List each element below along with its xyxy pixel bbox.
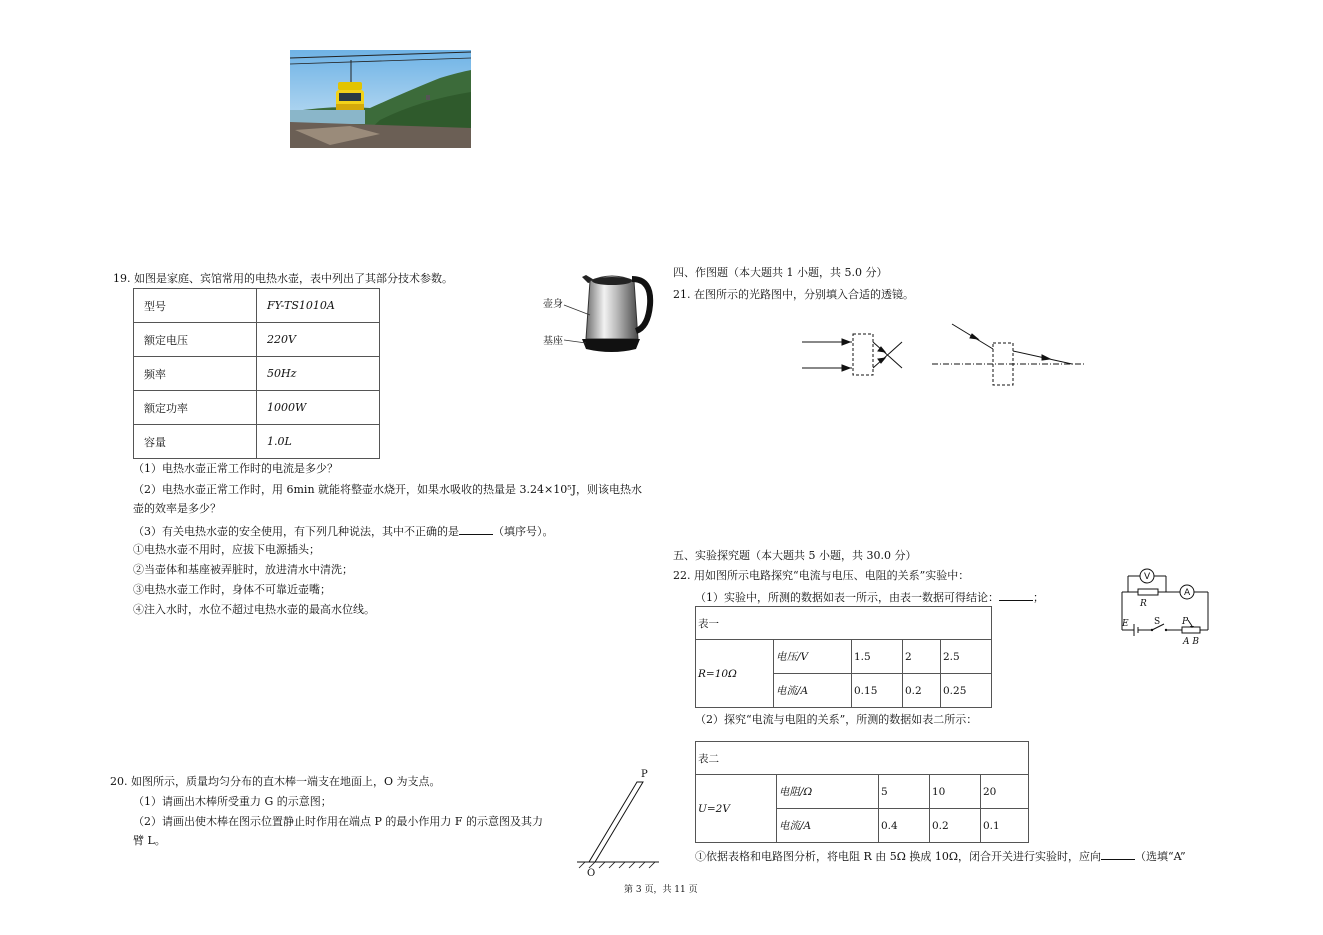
q20-stem <box>110 775 441 789</box>
table-cell: 电流/A <box>774 674 852 708</box>
ammeter-label: A <box>1184 588 1191 598</box>
table-cell: 额定功率 <box>134 391 257 425</box>
pivot-o-label: O <box>587 868 596 878</box>
section4-title: 四、作图题（本大题共 1 小题，共 5.0 分） <box>673 266 888 279</box>
q22-table-one <box>695 606 992 708</box>
table-cell: 电流/A <box>777 809 879 843</box>
q22-sub2-1-tail: （选填“A” <box>1135 850 1186 863</box>
q22-sub1-tail: ； <box>1033 591 1044 604</box>
table-cell: 电压/V <box>774 640 852 674</box>
table-cell: 20 <box>981 775 1029 809</box>
q22-circuit-diagram <box>1114 562 1216 648</box>
table-cell: 1000W <box>257 391 380 425</box>
q19-sub1: （1）电热水壶正常工作时的电流是多少？ <box>133 462 338 475</box>
cable-car-photo <box>290 50 471 148</box>
table-title: 表一 <box>696 607 992 640</box>
table-cell: 50Hz <box>257 357 380 391</box>
kettle-base-label: 基座 <box>543 336 563 347</box>
table-row <box>134 425 380 459</box>
q20-stem-text: 如图所示，质量均匀分布的直木棒一端支在地面上，O 为支点。 <box>131 775 441 788</box>
q22-sub2: （2）探究“电流与电阻的关系”，所测的数据如表二所示： <box>695 713 978 726</box>
table-cell: 1.0L <box>257 425 380 459</box>
q19-option: ④注入水时，水位不超过电热水壶的最高水位线。 <box>133 603 375 616</box>
q19-stem <box>113 272 453 286</box>
electric-kettle-figure <box>540 265 655 357</box>
q22-sub2-1-text: ①依据表格和电路图分析，将电阻 R 由 5Ω 换成 10Ω，闭合开关进行实验时，应向 <box>695 850 1101 863</box>
table-cell: 频率 <box>134 357 257 391</box>
table-condition: U=2V <box>696 775 777 843</box>
table-cell: 0.1 <box>981 809 1029 843</box>
q19-sub3-text: （3）有关电热水壶的安全使用，有下列几种说法，其中不正确的是 <box>133 525 459 538</box>
q19-option: ②当壶体和基座被弄脏时，放进清水中清洗； <box>133 563 353 576</box>
q19-option: ③电热水壶工作时，身体不可靠近壶嘴； <box>133 583 331 596</box>
table-cell: 10 <box>930 775 981 809</box>
lever-stick-figure <box>573 766 663 878</box>
q19-sub3-tail: （填序号）。 <box>493 525 554 538</box>
q22-sub1 <box>695 589 1044 605</box>
table-cell: 额定电压 <box>134 323 257 357</box>
q19-sub3 <box>133 523 554 539</box>
q22-table-two <box>695 741 1029 843</box>
table-row <box>696 775 1029 809</box>
table-cell: 220V <box>257 323 380 357</box>
q19-stem-text: 如图是家庭、宾馆常用的电热水壶，表中列出了其部分技术参数。 <box>134 272 453 285</box>
table-condition: R=10Ω <box>696 640 774 708</box>
table-row <box>134 391 380 425</box>
answer-blank[interactable] <box>999 589 1033 601</box>
rheostat-ends-label: A B <box>1183 637 1199 647</box>
table-cell: 1.5 <box>852 640 903 674</box>
section5-title: 五、实验探究题（本大题共 5 小题，共 30.0 分） <box>673 549 917 562</box>
kettle-body-label: 壶身 <box>543 299 563 310</box>
table-row <box>134 357 380 391</box>
table-cell: FY-TS1010A <box>257 289 380 323</box>
q19-option: ①电热水壶不用时，应拔下电源插头； <box>133 543 320 556</box>
q20-sub2-continued: 臂 L。 <box>133 834 166 847</box>
resistor-label: R <box>1140 599 1147 609</box>
table-row <box>134 323 380 357</box>
answer-blank[interactable] <box>1101 848 1135 860</box>
table-cell: 0.2 <box>903 674 941 708</box>
table-title: 表二 <box>696 742 1029 775</box>
q19-sub2-continued: 壶的效率是多少？ <box>133 502 221 515</box>
slider-label: P <box>1182 617 1189 627</box>
q22-sub2-1 <box>695 848 1186 864</box>
table-cell: 0.2 <box>930 809 981 843</box>
q20-sub1: （1）请画出木棒所受重力 G 的示意图； <box>133 795 332 808</box>
table-row <box>134 289 380 323</box>
q22-sub1-text: （1）实验中，所测的数据如表一所示，由表一数据可得结论： <box>695 591 999 604</box>
answer-blank[interactable] <box>459 523 493 535</box>
q21-light-path-figure <box>798 318 1088 390</box>
q19-sub2: （2）电热水壶正常工作时，用 6min 就能将整壶水烧开，如果水吸收的热量是 3.24×10⁵J，则该电热水 <box>133 483 643 496</box>
table-cell: 0.4 <box>879 809 930 843</box>
battery-label: E <box>1122 619 1129 629</box>
q20-number: 20. <box>110 775 128 788</box>
switch-label: S <box>1154 617 1161 627</box>
point-p-label: P <box>641 769 648 780</box>
q22-stem: 22. 用如图所示电路探究“电流与电压、电阻的关系”实验中： <box>673 569 970 582</box>
table-cell: 型号 <box>134 289 257 323</box>
table-row <box>696 640 992 674</box>
voltmeter-label: V <box>1144 572 1151 582</box>
page-footer: 第 3 页，共 11 页 <box>624 885 698 895</box>
table-cell: 容量 <box>134 425 257 459</box>
q19-spec-table <box>133 288 380 459</box>
q19-number: 19. <box>113 272 131 285</box>
table-cell: 2 <box>903 640 941 674</box>
table-row <box>696 607 992 640</box>
q21-stem: 21. 在图所示的光路图中，分别填入合适的透镜。 <box>673 288 914 301</box>
table-cell: 5 <box>879 775 930 809</box>
table-cell: 0.25 <box>941 674 992 708</box>
q20-sub2: （2）请画出使木棒在图示位置静止时作用在端点 P 的最小作用力 F 的示意图及其力 <box>133 815 544 828</box>
table-row <box>696 742 1029 775</box>
table-cell: 电阻/Ω <box>777 775 879 809</box>
table-cell: 0.15 <box>852 674 903 708</box>
table-cell: 2.5 <box>941 640 992 674</box>
